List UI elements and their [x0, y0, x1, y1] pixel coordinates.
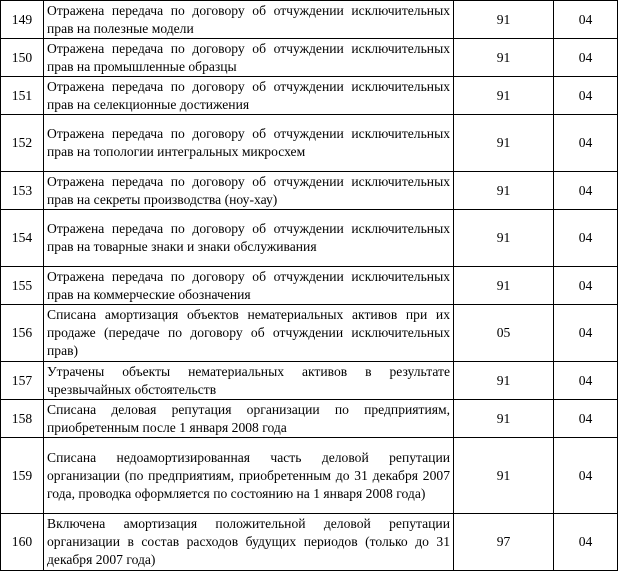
debit-account: 91 — [454, 172, 554, 210]
table-body — [1, 1, 618, 571]
table-row — [1, 514, 618, 571]
table-row — [1, 1, 618, 39]
entry-number: 154 — [1, 210, 44, 267]
credit-account: 04 — [554, 77, 618, 115]
entry-number: 159 — [1, 438, 44, 514]
debit-account: 91 — [454, 1, 554, 39]
table-row — [1, 172, 618, 210]
debit-account: 91 — [454, 115, 554, 172]
table-row — [1, 362, 618, 400]
debit-account: 91 — [454, 77, 554, 115]
entry-number: 158 — [1, 400, 44, 438]
credit-account: 04 — [554, 362, 618, 400]
entry-description: Списана амортизация объектов нематериальных активов при их продаже (передаче по договору об отчуждении исключительных прав) — [44, 305, 454, 362]
table-row — [1, 210, 618, 267]
entry-number: 149 — [1, 1, 44, 39]
table-row — [1, 400, 618, 438]
credit-account: 04 — [554, 400, 618, 438]
debit-account: 91 — [454, 39, 554, 77]
entry-description: Утрачены объекты нематериальных активов в результате чрезвычайных обстоятельств — [44, 362, 454, 400]
entry-description: Отражена передача по договору об отчуждении исключительных прав на селекционные достижения — [44, 77, 454, 115]
table-row — [1, 267, 618, 305]
entry-number: 150 — [1, 39, 44, 77]
credit-account: 04 — [554, 39, 618, 77]
debit-account: 91 — [454, 267, 554, 305]
debit-account: 97 — [454, 514, 554, 571]
entry-description: Отражена передача по договору об отчуждении исключительных прав на секреты производства (ноу-хау) — [44, 172, 454, 210]
entry-number: 160 — [1, 514, 44, 571]
entry-description: Отражена передача по договору об отчуждении исключительных прав на промышленные образцы — [44, 39, 454, 77]
debit-account: 91 — [454, 210, 554, 267]
entry-description: Списана недоамортизированная часть деловой репутации организации (по предприятиям, приобретенным до 31 декабря 2007 года, проводка оформляется по состоянию на 1 января 2008 года) — [44, 438, 454, 514]
debit-account: 05 — [454, 305, 554, 362]
credit-account: 04 — [554, 305, 618, 362]
entry-description: Включена амортизация положительной деловой репутации организации в состав расходов будущих периодов (только до 31 декабря 2007 года) — [44, 514, 454, 571]
table-row — [1, 77, 618, 115]
credit-account: 04 — [554, 172, 618, 210]
table-row — [1, 438, 618, 514]
credit-account: 04 — [554, 1, 618, 39]
entry-number: 153 — [1, 172, 44, 210]
credit-account: 04 — [554, 514, 618, 571]
credit-account: 04 — [554, 267, 618, 305]
entry-number: 156 — [1, 305, 44, 362]
table-row — [1, 305, 618, 362]
credit-account: 04 — [554, 115, 618, 172]
debit-account: 91 — [454, 362, 554, 400]
entry-number: 157 — [1, 362, 44, 400]
credit-account: 04 — [554, 210, 618, 267]
entry-description: Отражена передача по договору об отчуждении исключительных прав на коммерческие обозначения — [44, 267, 454, 305]
entry-number: 152 — [1, 115, 44, 172]
entry-description: Отражена передача по договору об отчуждении исключительных прав на полезные модели — [44, 1, 454, 39]
credit-account: 04 — [554, 438, 618, 514]
entry-description: Списана деловая репутация организации по предприятиям, приобретенным после 1 января 2008 года — [44, 400, 454, 438]
entry-description: Отражена передача по договору об отчуждении исключительных прав на товарные знаки и знаки обслуживания — [44, 210, 454, 267]
debit-account: 91 — [454, 438, 554, 514]
table-row — [1, 39, 618, 77]
table-row — [1, 115, 618, 172]
entry-number: 151 — [1, 77, 44, 115]
entry-description: Отражена передача по договору об отчуждении исключительных прав на топологии интегральных микросхем — [44, 115, 454, 172]
entry-number: 155 — [1, 267, 44, 305]
debit-account: 91 — [454, 400, 554, 438]
